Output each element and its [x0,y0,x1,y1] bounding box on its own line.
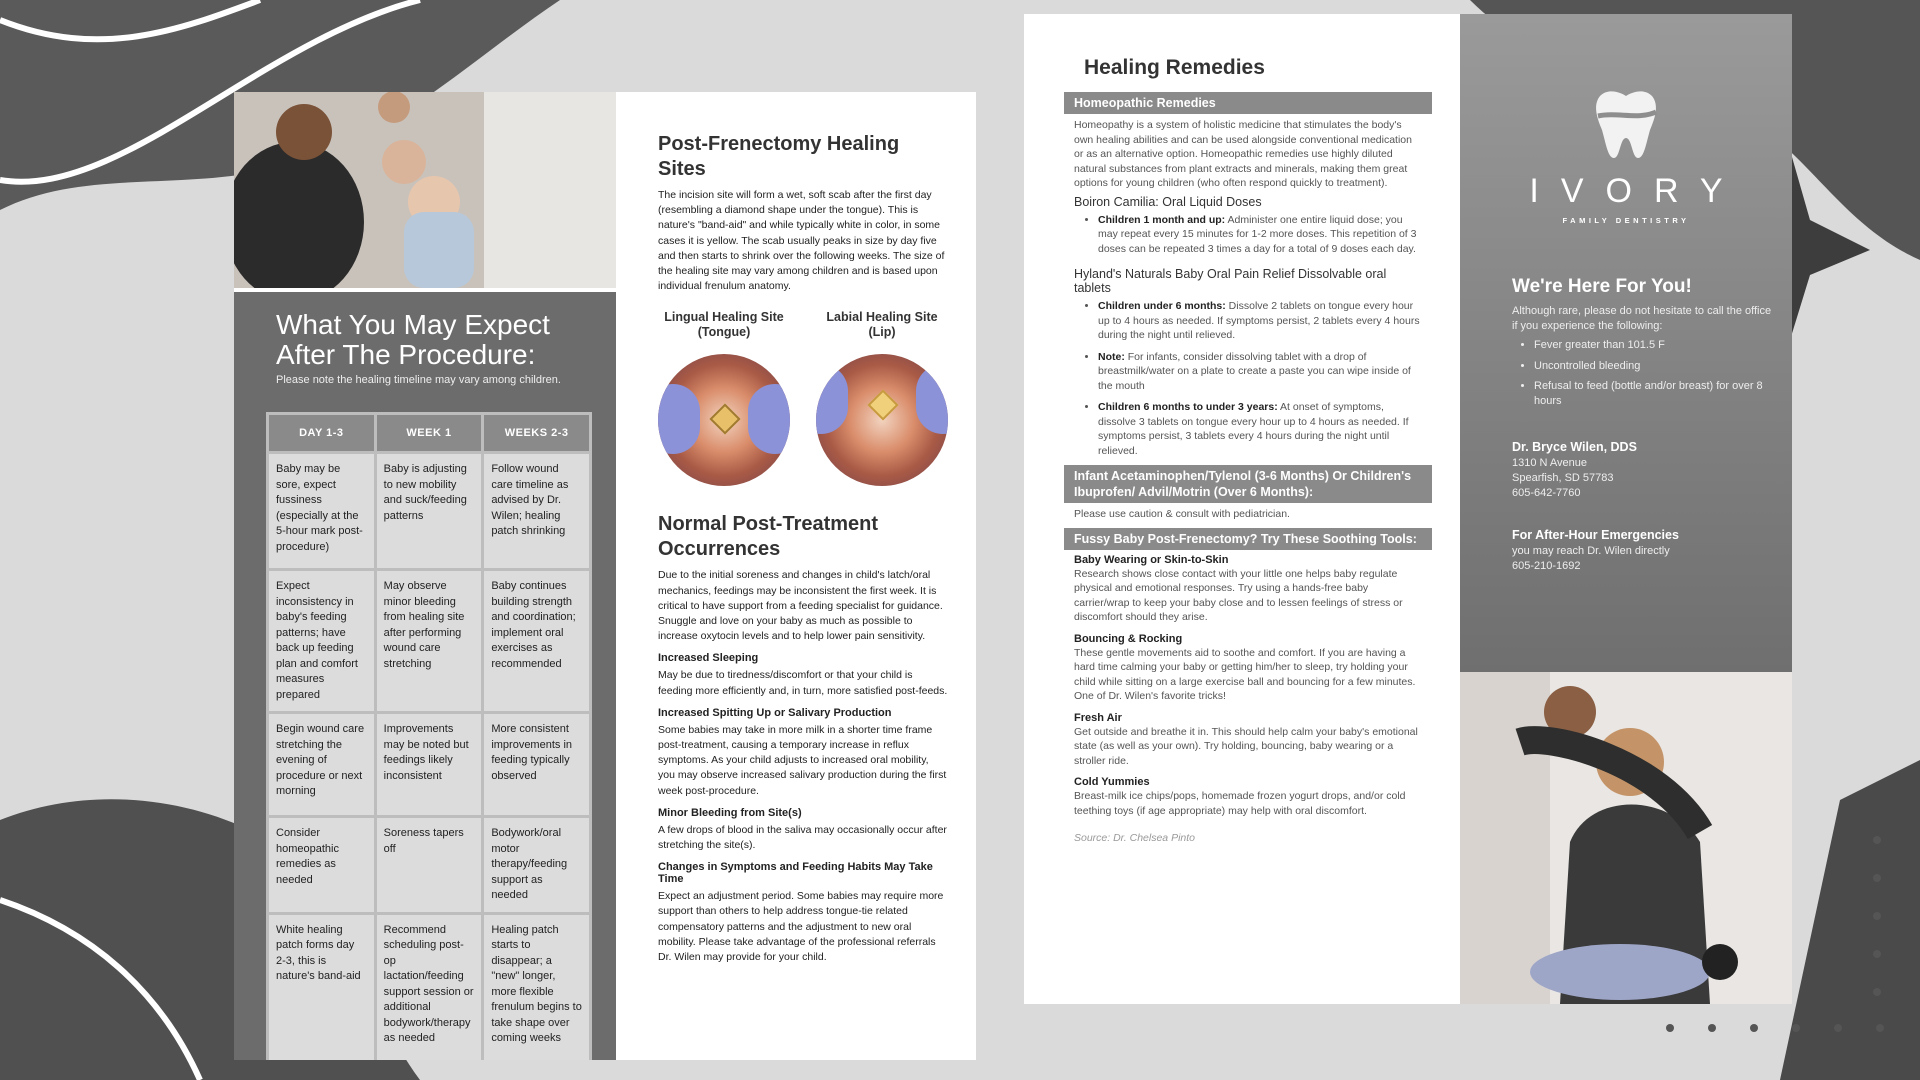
table-header: WEEKS 2-3 [483,414,591,453]
address-line-2: Spearfish, SD 57783 [1512,472,1614,484]
tool-text: Get outside and breathe it in. This should help calm your baby's emotional state (as well as your own). Try holding, bouncing, baby wearing or a stroller ride. [1074,725,1418,767]
table-cell: More consistent improvements in feeding typically observed [483,713,591,817]
tool-text: These gentle movements aid to soothe and comfort. If you are having a hard time calming your baby or getting him/her to sleep, try holding your child while sitting on a large exercise ball and bouncing for a few minutes. One of Dr. Wilen's favorite tricks! [1074,646,1416,702]
brand-subtitle: FAMILY DENTISTRY [1562,216,1690,225]
doctor-name: Dr. Bryce Wilen, DDS [1512,440,1637,454]
table-row [268,913,591,1060]
address-line-1: 1310 N Avenue [1512,457,1588,469]
labial-site [816,310,948,486]
here-for-you-title: We're Here For You! [1512,276,1692,297]
occurrence-text: Expect an adjustment period. Some babies may require more support than others to help address tongue-tie related compensatory patterns and the adjustment to new oral mobility. Please take advantage of the professional referrals Dr. Wilen may provide for your child. [658,890,944,964]
table-cell: Soreness tapers off [375,817,483,914]
tool-title: Cold Yummies [1074,776,1150,788]
list-item: • Refusal to feed (bottle and/or breast) for over 8 hours [1534,379,1784,408]
healing-sites-title: Post-Frenectomy Healing Sites [658,133,900,180]
tool-text: Breast-milk ice chips/pops, homemade frozen yogurt drops, and/or cold teething toys (if age appropriate) may help with oral discomfort. [1074,790,1406,817]
clinic-photo [1460,672,1792,1004]
list-item: • Note: For infants, consider dissolving tablet with a drop of breastmilk/water on a plate to create a paste you can wipe inside of the mouth [1098,350,1422,394]
occurrence-title: Minor Bleeding from Site(s) [658,806,802,819]
table-row [268,570,591,713]
brochure-right-panel [1024,14,1792,1004]
here-for-you-text: Although rare, please do not hesitate to call the office if you experience the following: [1512,305,1772,332]
table-row [268,453,591,570]
table-cell: Baby continues building strength and coordination; implement oral exercises as recommended [483,570,591,713]
after-hours-phone: 605-210-1692 [1512,560,1581,572]
after-hours-text: you may reach Dr. Wilen directly [1512,545,1670,557]
source-credit: Source: Dr. Chelsea Pinto [1074,832,1196,844]
infant-pain-relief-band: Infant Acetaminophen/Tylenol (3-6 Months) Or Children's Ibuprofen/ Advil/Motrin (Over 6 Months): [1064,465,1432,503]
camilia-list [1064,213,1432,257]
tool-title: Fresh Air [1074,711,1122,724]
table-row [268,817,591,914]
table-row [268,713,591,817]
homeopathic-text: Homeopathy is a system of holistic medicine that stimulates the body's own healing abilities and can be used alongside conventional medication or as an alternative option. Homeopathic remedies use highly diluted natural substances from plant extracts and minerals, making them great options for young children (who often respond quickly to treatment). [1074,119,1412,189]
table-cell: Improvements may be noted but feedings likely inconsistent [375,713,483,817]
healing-site-images [658,310,948,486]
table-cell: Expect inconsistency in baby's feeding patterns; have back up feeding plan and comfort measures prepared [268,570,376,713]
fussy-baby-band: Fussy Baby Post-Frenectomy? Try These Soothing Tools: [1064,528,1432,550]
hylands-list [1064,299,1432,458]
table-cell: May observe minor bleeding from healing site after performing wound care stretching [375,570,483,713]
table-cell: Recommend scheduling post-op lactation/feeding support session or additional bodywork/therapy as needed [375,913,483,1060]
homeopathic-band: Homeopathic Remedies [1064,92,1432,114]
table-cell: Baby is adjusting to new mobility and suck/feeding patterns [375,453,483,570]
brochure-left-panel [234,92,976,1060]
table-header: DAY 1-3 [268,414,376,453]
warning-signs-list [1512,338,1784,414]
table-cell: Healing patch starts to disappear; a "new" longer, more flexible frenulum begins to take shape over coming weeks [483,913,591,1060]
brand-name: IVORY [1529,172,1745,210]
normal-occurrences-text: Due to the initial soreness and changes in child's latch/oral mechanics, feedings may be inconsistent the first week. It is critical to have support from a feeding specialist for guidance. Snuggle and love on your baby as much as possible to increase oxytocin levels and to help lower pain sensitivity. [658,569,943,643]
table-cell: Bodywork/oral motor therapy/feeding support as needed [483,817,591,914]
hylands-title: Hyland's Naturals Baby Oral Pain Relief Dissolvable oral tablets [1074,267,1387,295]
list-item: • Children 1 month and up: Administer one entire liquid dose; you may repeat every 15 minutes for 1-2 more doses. This repetition of 3 doses can be repeated 3 times a day for a total of 9 doses each day. [1098,213,1422,257]
list-item: • Children 6 months to under 3 years: At onset of symptoms, dissolve 3 tablets on tongue every hour up to 4 hours as needed. If symptoms persist, 3 tablets every 4 hours during the night until relieved. [1098,400,1422,458]
expect-title: What You May Expect After The Procedure: [276,309,550,370]
lingual-site-label: Lingual Healing Site (Tongue) [664,310,784,340]
tool-title: Bouncing & Rocking [1074,632,1183,645]
after-hours-title: For After-Hour Emergencies [1512,528,1679,542]
table-cell: White healing patch forms day 2-3, this is nature's band-aid [268,913,376,1060]
normal-occurrences-title: Normal Post-Treatment Occurrences [658,513,879,561]
office-phone: 605-642-7760 [1512,487,1581,499]
labial-site-image [816,354,948,486]
list-item: • Uncontrolled bleeding [1534,359,1784,374]
table-cell: Follow wound care timeline as advised by Dr. Wilen; healing patch shrinking [483,453,591,570]
healing-remedies-column [1064,56,1432,844]
list-item: • Fever greater than 101.5 F [1534,338,1784,353]
occurrence-text: May be due to tiredness/discomfort or that your child is feeding more efficiently and, in turn, more satisfied post-feeds. [658,669,948,697]
infant-pain-relief-text: Please use caution & consult with pediatrician. [1074,508,1290,520]
table-cell: Baby may be sore, expect fussiness (especially at the 5-hour mark post-procedure) [268,453,376,570]
labial-site-label: Labial Healing Site (Lip) [826,310,938,340]
expect-note: Please note the healing timeline may vary among children. [276,374,561,386]
camilia-title: Boiron Camilia: Oral Liquid Doses [1074,194,1262,209]
healing-info-column [658,132,948,965]
occurrence-text: A few drops of blood in the saliva may occasionally occur after stretching the site(s). [658,823,947,852]
list-item: • Children under 6 months: Dissolve 2 tablets on tongue every hour up to 4 hours as needed. If symptoms persist, 2 tablets every 4 hours during the night until relieved. [1098,299,1422,343]
occurrence-text: Some babies may take in more milk in a shorter time frame post-treatment, causing a temporary increase in reflux symptoms. As your child adjusts to increased oral mobility, you may observe increased salivary production during the first week post-procedure. [658,723,947,797]
remedies-title: Healing Remedies [1084,56,1265,79]
lingual-site-image [658,354,790,486]
lingual-site [658,310,790,486]
family-photo [234,92,616,288]
table-cell: Consider homeopathic remedies as needed [268,817,376,914]
occurrence-title: Increased Spitting Up or Salivary Production [658,706,892,719]
contact-column [1460,14,1792,672]
table-cell: Begin wound care stretching the evening of procedure or next morning [268,713,376,817]
healing-sites-text: The incision site will form a wet, soft scab after the first day (resembling a diamond shape under the tongue). This is nature's "band-aid" and while typically white in color, in some cases it is yellow. The scab usually peaks in size by day five and then starts to shrink over the following weeks. The size of the healing site may vary among children and is based upon individual frenulum anatomy. [658,189,945,293]
occurrence-title: Increased Sleeping [658,652,759,665]
table-header: WEEK 1 [375,414,483,453]
timeline-section [234,292,616,1060]
tooth-logo-icon [1588,86,1664,162]
occurrence-title: Changes in Symptoms and Feeding Habits May Take Time [658,861,933,886]
tool-text: Research shows close contact with your little one helps baby regulate physical and emotional responses. Try using a hands-free baby carrier/wrap to keep your baby close and to lessen feelings of stress or discomfort should they arise. [1074,567,1403,623]
healing-timeline-table [266,412,592,1060]
tool-title: Baby Wearing or Skin-to-Skin [1074,553,1229,566]
